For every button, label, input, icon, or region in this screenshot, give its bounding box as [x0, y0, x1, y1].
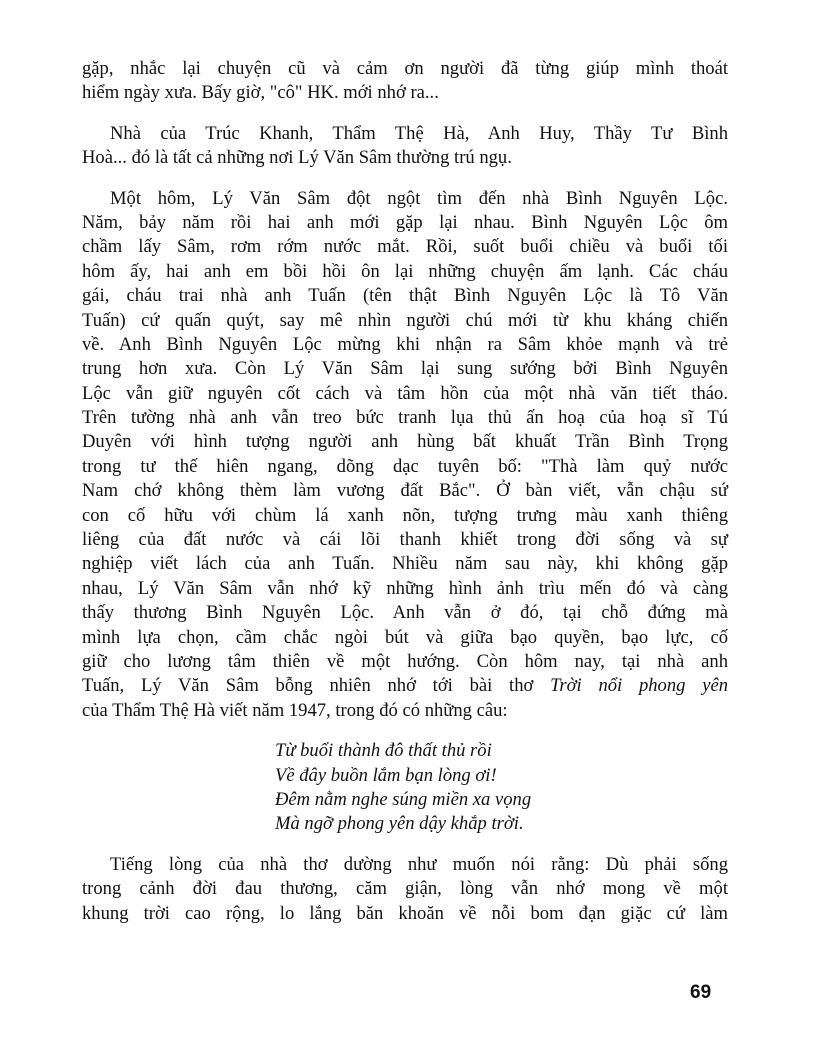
text-line: giữ cho lương tâm thiên về một hướng. Còn hôm nay, tại nhà anh — [82, 650, 728, 672]
text-line: Nhà của Trúc Khanh, Thẩm Thệ Hà, Anh Huy, Thầy Tư Bình — [110, 122, 728, 144]
paragraph-gap — [82, 171, 728, 187]
paragraph — [82, 187, 728, 724]
paragraph-gap — [82, 837, 728, 853]
text-segment: Tuấn, Lý Văn Sâm bỗng nhiên nhớ tới bài thơ — [82, 675, 551, 697]
text-line: gái, cháu trai nhà anh Tuấn (tên thật Bình Nguyên Lộc là Tô Văn — [82, 285, 728, 307]
poem-line: Mà ngỡ phong yên dậy khắp trời. — [275, 813, 524, 835]
text-line: Năm, bảy năm rồi hai anh mới gặp lại nhau. Bình Nguyên Lộc ôm — [82, 211, 728, 233]
poem-line: Về đây buồn lắm bạn lòng ơi! — [275, 764, 497, 786]
paragraph — [82, 853, 728, 926]
text-line: nhau, Lý Văn Sâm vẫn nhớ kỹ những hình ảnh trìu mến đó và càng — [82, 577, 728, 599]
text-line: trung hơn xưa. Còn Lý Văn Sâm lại sung sướng bởi Bình Nguyên — [82, 358, 728, 380]
text-line: hiểm ngày xưa. Bấy giờ, "cô" HK. mới nhớ ra... — [82, 82, 439, 104]
paragraph — [82, 122, 728, 171]
page-body — [82, 57, 728, 926]
text-line: trong tư thế hiên ngang, dõng dạc tuyên bố: "Thà làm quỷ nước — [82, 455, 728, 477]
text-line: về. Anh Bình Nguyên Lộc mừng khi nhận ra Sâm khỏe mạnh và trẻ — [82, 333, 728, 355]
text-line: thấy thương Bình Nguyên Lộc. Anh vẫn ở đó, tại chỗ đứng mà — [82, 602, 728, 624]
poem-title: Trời nổi phong yên — [550, 675, 728, 697]
text-line: chầm lấy Sâm, rơm rớm nước mắt. Rồi, suốt buổi chiều và buổi tối — [82, 236, 728, 258]
text-line: liêng của đất nước và cái lõi thanh khiết trong đời sống và sự — [82, 529, 728, 551]
text-line: Lộc vẫn giữ nguyên cốt cách và tâm hồn của một nhà văn tiết tháo. — [82, 382, 728, 404]
poem-line: Từ buổi thành đô thất thủ rồi — [275, 740, 492, 762]
text-line: của Thẩm Thệ Hà viết năm 1947, trong đó có những câu: — [82, 699, 508, 721]
paragraph — [82, 57, 728, 106]
poem-line: Đêm nằm nghe súng miền xa vọng — [275, 788, 532, 810]
text-line: Trên tường nhà anh vẫn treo bức tranh lụa thủ ấn hoạ của hoạ sĩ Tú — [82, 407, 728, 429]
text-line: Hoà... đó là tất cả những nơi Lý Văn Sâm thường trú ngụ. — [82, 147, 512, 169]
text-line — [82, 674, 728, 698]
paragraph-gap — [82, 723, 728, 739]
text-line: gặp, nhắc lại chuyện cũ và cảm ơn người đã từng giúp mình thoát — [82, 58, 728, 79]
text-line: trong cảnh đời đau thương, căm giận, lòng vẫn nhớ mong về một — [82, 878, 728, 900]
text-line: con cố hữu với chùm lá xanh nõn, tượng trưng màu xanh thiêng — [82, 504, 728, 526]
text-line: mình lựa chọn, cầm chắc ngòi bút và giữa bạo quyền, bạo lực, cố — [82, 626, 728, 648]
text-line: hôm ấy, hai anh em bồi hồi ôn lại những chuyện ấm lạnh. Các cháu — [82, 260, 728, 282]
text-line: nghiệp viết lách của anh Tuấn. Nhiều năm sau này, khi không gặp — [82, 553, 728, 575]
text-line: Duyên với hình tượng người anh hùng bất khuất Trần Bình Trọng — [82, 431, 728, 453]
text-line: Tuấn) cứ quấn quýt, say mê nhìn người chú mới từ khu kháng chiến — [82, 309, 728, 331]
poem-quote — [82, 739, 728, 837]
paragraph-gap — [82, 106, 728, 122]
text-line: Tiếng lòng của nhà thơ dường như muốn nói rằng: Dù phải sống — [110, 853, 728, 875]
text-line: Nam chớ không thèm làm vương đất Bắc". Ở bàn viết, vẫn chậu sứ — [82, 480, 728, 502]
text-line: Một hôm, Lý Văn Sâm đột ngột tìm đến nhà Bình Nguyên Lộc. — [110, 187, 728, 209]
text-line: khung trời cao rộng, lo lắng băn khoăn về nỗi bom đạn giặc cứ làm — [82, 902, 728, 924]
page-number: 69 — [690, 982, 712, 1003]
